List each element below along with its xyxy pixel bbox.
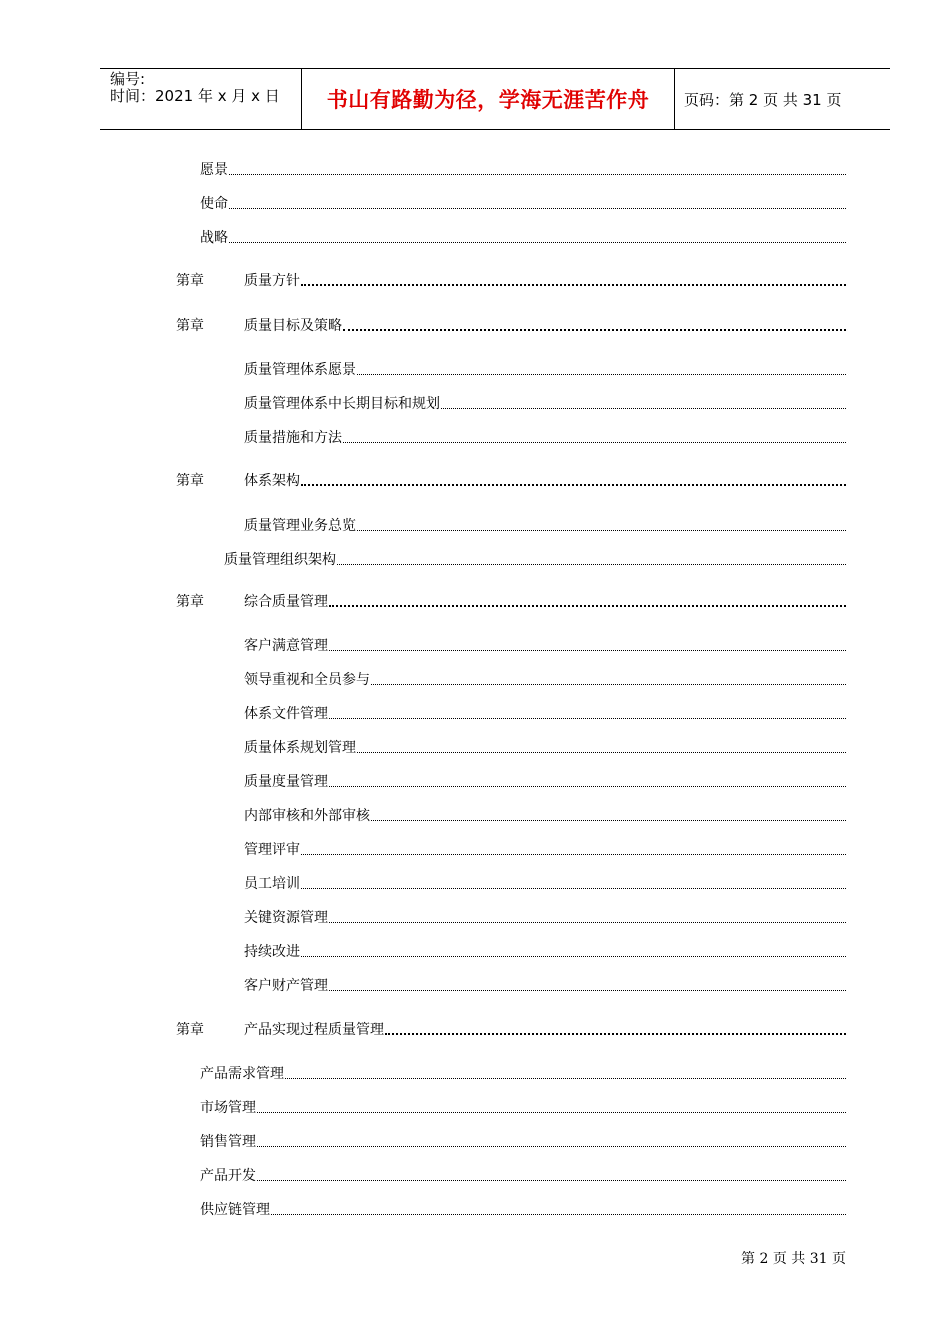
toc-dot-leader (329, 922, 846, 923)
toc-entry-title: 体系文件管理 (244, 706, 328, 722)
toc-dot-leader (357, 752, 846, 753)
toc-entry[interactable] (244, 769, 846, 791)
toc-entry[interactable] (244, 633, 846, 655)
toc-entry-title: 持续改进 (244, 944, 300, 960)
toc-entry-title: 质量措施和方法 (244, 430, 342, 446)
toc-entry-title: 使命 (200, 196, 228, 212)
toc-entry[interactable] (200, 157, 846, 179)
toc-entry-title: 质量管理业务总览 (244, 518, 356, 534)
toc-dot-leader (257, 1112, 846, 1113)
toc-entry-title: 战略 (200, 230, 228, 246)
toc-entry-title: 关键资源管理 (244, 910, 328, 926)
toc-dot-leader (329, 605, 846, 607)
toc-chapter-label: 第章 (176, 1022, 204, 1038)
toc-chapter-label: 第章 (176, 594, 204, 610)
toc-entry-title: 产品实现过程质量管理 (244, 1022, 384, 1038)
toc-chapter-entry[interactable] (176, 589, 846, 611)
toc-chapter-entry[interactable] (176, 468, 846, 490)
toc-dot-leader (357, 374, 846, 375)
document-time-label: 时间：2021 年 x 月 x 日 (110, 87, 280, 105)
toc-chapter-label: 第章 (176, 318, 204, 334)
page-footer: 第 2 页 共 31 页 (741, 1251, 846, 1267)
toc-entry[interactable] (244, 701, 846, 723)
toc-chapter-entry[interactable] (176, 268, 846, 290)
toc-entry[interactable] (244, 837, 846, 859)
toc-dot-leader (301, 888, 846, 889)
toc-dot-leader (301, 854, 846, 855)
toc-entry[interactable] (200, 1163, 846, 1185)
toc-entry-title: 员工培训 (244, 876, 300, 892)
toc-entry-title: 管理评审 (244, 842, 300, 858)
toc-dot-leader (371, 684, 846, 685)
toc-entry[interactable] (200, 1129, 846, 1151)
toc-entry[interactable] (224, 547, 846, 569)
toc-entry[interactable] (244, 735, 846, 757)
toc-entry[interactable] (200, 225, 846, 247)
toc-entry-title: 供应链管理 (200, 1202, 270, 1218)
toc-dot-leader (343, 442, 846, 443)
toc-dot-leader (301, 484, 846, 486)
toc-entry[interactable] (200, 1197, 846, 1219)
toc-entry-title: 质量体系规划管理 (244, 740, 356, 756)
toc-chapter-label: 第章 (176, 473, 204, 489)
toc-dot-leader (441, 408, 846, 409)
document-number-label: 编号: (110, 70, 146, 88)
toc-entry-title: 内部审核和外部审核 (244, 808, 370, 824)
toc-entry[interactable] (244, 905, 846, 927)
toc-entry-title: 质量方针 (244, 273, 300, 289)
toc-dot-leader (301, 284, 846, 286)
toc-entry[interactable] (244, 803, 846, 825)
toc-entry-title: 质量管理组织架构 (224, 552, 336, 568)
toc-chapter-entry[interactable] (176, 313, 846, 335)
toc-entry-title: 领导重视和全员参与 (244, 672, 370, 688)
toc-entry[interactable] (244, 973, 846, 995)
toc-dot-leader (301, 956, 846, 957)
toc-dot-leader (271, 1214, 846, 1215)
toc-dot-leader (329, 786, 846, 787)
toc-chapter-label: 第章 (176, 273, 204, 289)
toc-dot-leader (229, 208, 846, 209)
toc-dot-leader (337, 564, 846, 565)
toc-entry-title: 客户满意管理 (244, 638, 328, 654)
toc-dot-leader (229, 174, 846, 175)
header-meta (110, 71, 300, 105)
toc-entry-title: 产品需求管理 (200, 1066, 284, 1082)
toc-dot-leader (257, 1146, 846, 1147)
toc-dot-leader (329, 650, 846, 651)
toc-entry-title: 体系架构 (244, 473, 300, 489)
toc-entry-title: 产品开发 (200, 1168, 256, 1184)
toc-chapter-entry[interactable] (176, 1017, 846, 1039)
toc-entry[interactable] (200, 1061, 846, 1083)
toc-entry-title: 质量目标及策略 (244, 318, 342, 334)
toc-entry-title: 市场管理 (200, 1100, 256, 1116)
toc-entry-title: 质量管理体系中长期目标和规划 (244, 396, 440, 412)
toc-entry-title: 愿景 (200, 162, 228, 178)
toc-dot-leader (257, 1180, 846, 1181)
toc-dot-leader (343, 329, 846, 331)
toc-entry[interactable] (244, 871, 846, 893)
toc-entry[interactable] (244, 391, 846, 413)
toc-dot-leader (329, 990, 846, 991)
toc-entry[interactable] (244, 425, 846, 447)
toc-entry-title: 客户财产管理 (244, 978, 328, 994)
toc-entry-title: 销售管理 (200, 1134, 256, 1150)
header-page-info: 页码：第 2 页 共 31 页 (684, 90, 842, 109)
toc-entry[interactable] (244, 939, 846, 961)
toc-dot-leader (357, 530, 846, 531)
toc-dot-leader (229, 242, 846, 243)
toc-entry[interactable] (244, 513, 846, 535)
toc-entry[interactable] (244, 357, 846, 379)
toc-dot-leader (385, 1033, 846, 1035)
toc-entry[interactable] (244, 667, 846, 689)
toc-entry-title: 综合质量管理 (244, 594, 328, 610)
toc-entry-title: 质量度量管理 (244, 774, 328, 790)
header-divider (674, 69, 675, 129)
header-motto: 书山有路勤为径，学海无涯苦作舟 (326, 88, 650, 112)
toc-entry[interactable] (200, 191, 846, 213)
toc-entry[interactable] (200, 1095, 846, 1117)
toc-dot-leader (329, 718, 846, 719)
toc-entry-title: 质量管理体系愿景 (244, 362, 356, 378)
page-header (100, 68, 890, 130)
toc-dot-leader (285, 1078, 846, 1079)
toc-dot-leader (371, 820, 846, 821)
